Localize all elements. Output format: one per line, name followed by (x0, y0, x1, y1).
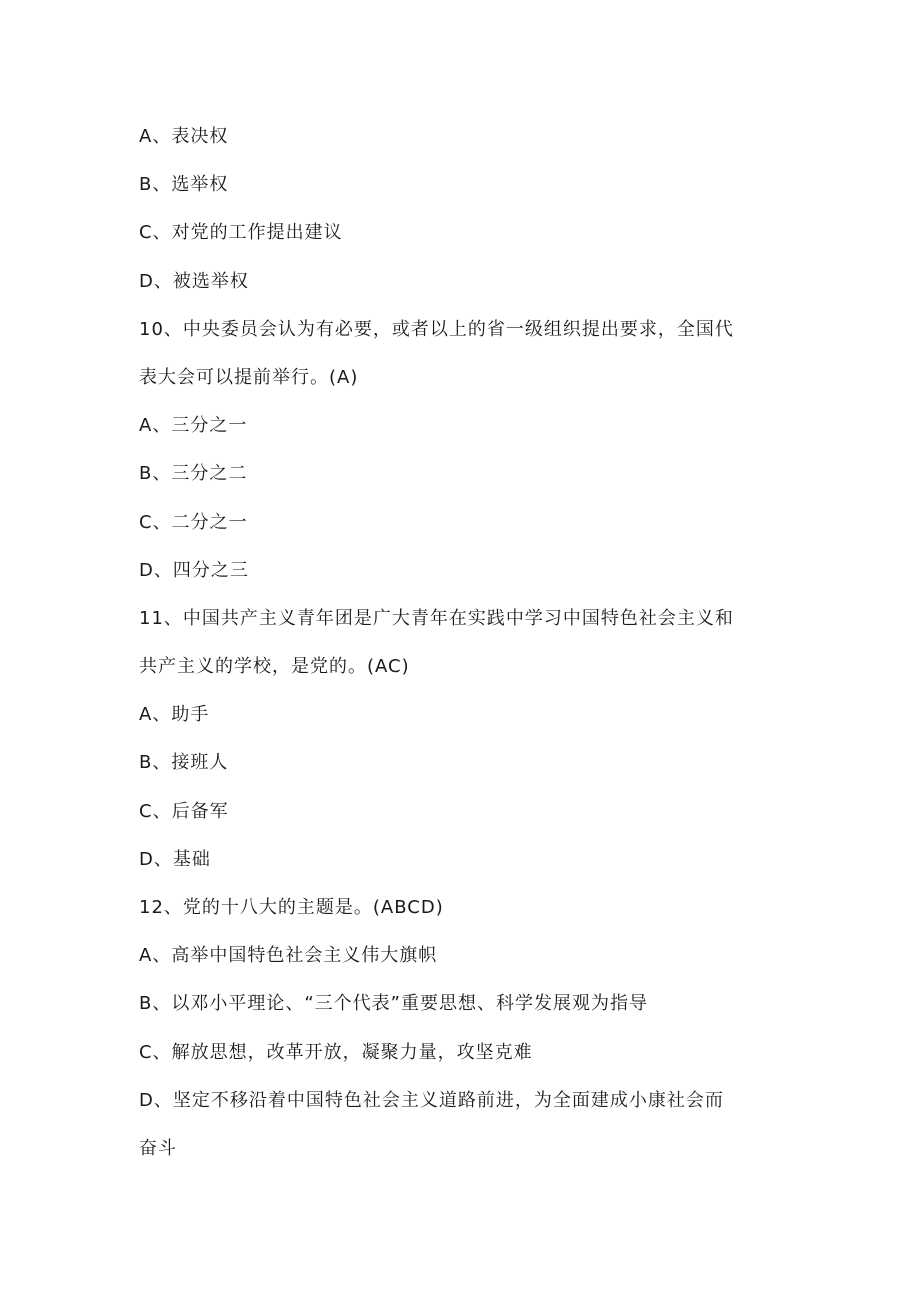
option-b-line: B、选举权 (139, 174, 229, 196)
q10-option-a: A、三分之一 (139, 415, 248, 437)
q11-option-b: B、接班人 (139, 752, 229, 774)
option-d-line: D、被选举权 (139, 270, 249, 292)
q11-option-d: D、基础 (139, 848, 211, 870)
question-11-line-2: 共产主义的学校，是党的。(AC) (139, 656, 410, 678)
q10-option-b: B、三分之二 (139, 463, 248, 485)
q12-option-d-line-2: 奋斗 (139, 1137, 177, 1159)
document-content (139, 113, 799, 1173)
q12-option-b: B、以邓小平理论、“三个代表”重要思想、科学发展观为指导 (139, 993, 648, 1015)
q12-option-a: A、高举中国特色社会主义伟大旗帜 (139, 945, 438, 967)
question-12-line: 12、党的十八大的主题是。(ABCD) (139, 897, 444, 918)
q12-option-d-line-1: D、坚定不移沿着中国特色社会主义道路前进，为全面建成小康社会而 (139, 1089, 724, 1111)
q10-option-c: C、二分之一 (139, 511, 248, 533)
q12-option-c: C、解放思想，改革开放，凝聚力量，攻坚克难 (139, 1041, 533, 1063)
option-a-line: A、表决权 (139, 126, 229, 147)
q10-option-d: D、四分之三 (139, 559, 249, 581)
question-10-line-2: 表大会可以提前举行。(A) (139, 366, 359, 388)
option-c-line: C、对党的工作提出建议 (139, 222, 343, 244)
question-10-line-1: 10、中央委员会认为有必要，或者以上的省一级组织提出要求，全国代 (139, 318, 734, 340)
q11-option-a: A、助手 (139, 704, 210, 726)
question-11-line-1: 11、中国共产主义青年团是广大青年在实践中学习中国特色社会主义和 (139, 607, 734, 629)
q11-option-c: C、后备军 (139, 800, 229, 822)
